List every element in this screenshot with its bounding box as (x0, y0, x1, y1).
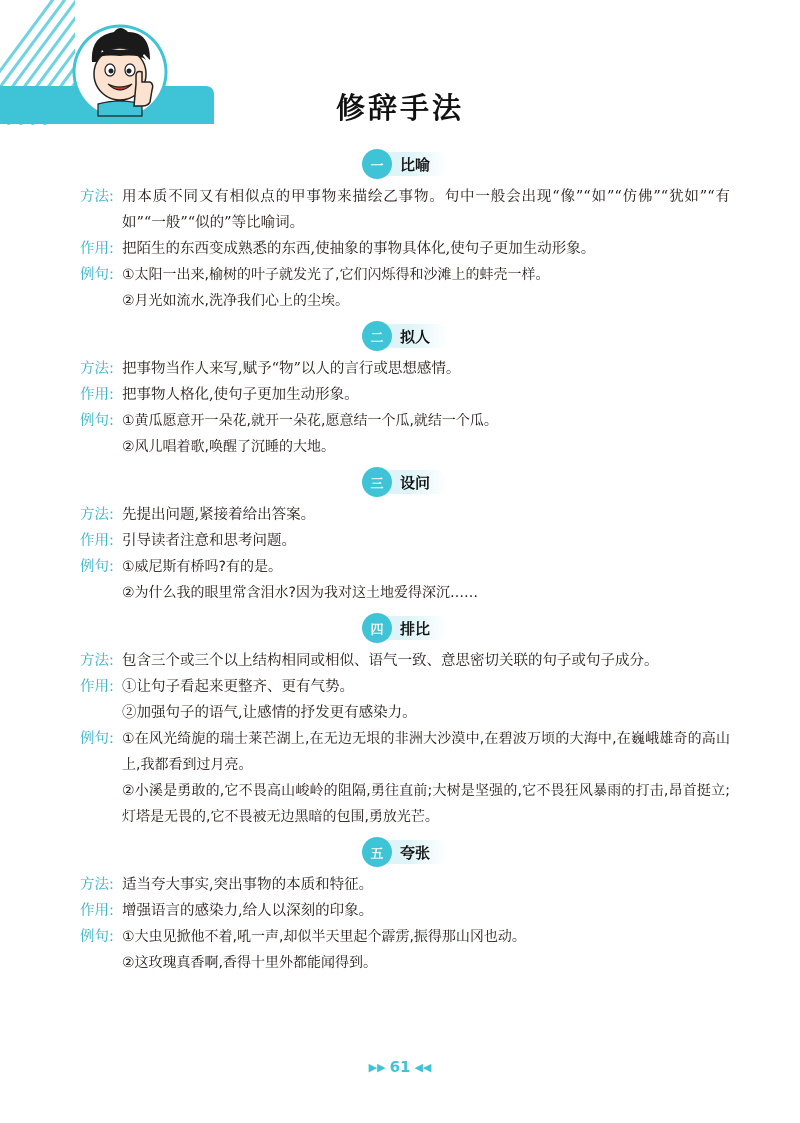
section-title-pill (362, 840, 448, 864)
method-text: 适当夸大事实,突出事物的本质和特征。 (122, 877, 374, 893)
effect-label-text: 作用 (80, 387, 109, 403)
label-colon: : (109, 387, 114, 403)
effect-list (122, 236, 730, 262)
effect-text: ②加强句子的语气,让感情的抒发更有感染力。 (122, 705, 417, 721)
method-label-text: 方法 (80, 189, 109, 205)
method-label (80, 356, 122, 382)
effect-list (122, 382, 730, 408)
effect-text: 把事物人格化,使句子更加生动形象。 (122, 387, 359, 403)
method-row (80, 648, 730, 674)
section-3 (80, 468, 730, 606)
effect-list (122, 898, 730, 924)
method-label (80, 184, 122, 236)
effect-label-text: 作用 (80, 679, 109, 695)
method-label-text: 方法 (80, 653, 109, 669)
example-label (80, 408, 122, 460)
section-header (80, 838, 730, 868)
method-label-text: 方法 (80, 361, 109, 377)
method-label-text: 方法 (80, 507, 109, 523)
method-row (80, 872, 730, 898)
example-list (122, 924, 730, 976)
effect-label (80, 236, 122, 262)
page-title: 修辞手法 (335, 91, 464, 125)
example-sentence: ②为什么我的眼里常含泪水?因为我对这土地爱得深沉…… (122, 585, 478, 601)
example-label (80, 554, 122, 606)
section-header (80, 150, 730, 180)
effect-label-text: 作用 (80, 241, 109, 257)
section-number-badge: 一 (362, 149, 392, 179)
example-sentence: ①黄瓜愿意开一朵花,就开一朵花,愿意结一个瓜,就结一个瓜。 (122, 413, 498, 429)
label-colon: : (109, 361, 114, 377)
content-area (80, 150, 730, 984)
example-row (80, 554, 730, 606)
example-sentence: ①威尼斯有桥吗?有的是。 (122, 559, 282, 575)
effect-list (122, 674, 730, 726)
label-colon: : (109, 679, 114, 695)
section-title: 夸张 (399, 843, 430, 862)
section-title: 拟人 (399, 327, 430, 346)
effect-label (80, 674, 122, 726)
label-colon: : (109, 731, 114, 747)
example-label-text: 例句 (80, 267, 109, 283)
page-number (0, 1058, 800, 1076)
example-list (122, 262, 730, 314)
example-row (80, 408, 730, 460)
label-colon: : (109, 267, 114, 283)
effect-text: 把陌生的东西变成熟悉的东西,使抽象的事物具体化,使句子更加生动形象。 (122, 241, 596, 257)
effect-label-text: 作用 (80, 903, 109, 919)
section-title-pill (362, 152, 448, 176)
section-title: 比喻 (399, 155, 430, 174)
section-number-badge: 三 (362, 467, 392, 497)
effect-label (80, 382, 122, 408)
section-title-pill (362, 470, 448, 494)
example-label (80, 924, 122, 976)
effect-label-text: 作用 (80, 533, 109, 549)
method-label-text: 方法 (80, 877, 109, 893)
section-number-badge: 四 (362, 613, 392, 643)
section-header (80, 322, 730, 352)
section-title: 设问 (399, 473, 430, 492)
example-row (80, 262, 730, 314)
example-label-text: 例句 (80, 929, 109, 945)
example-sentence: ②风儿唱着歌,唤醒了沉睡的大地。 (122, 439, 336, 455)
effect-row (80, 528, 730, 554)
label-colon: : (109, 533, 114, 549)
example-label-text: 例句 (80, 413, 109, 429)
example-sentence: ①大虫见掀他不着,吼一声,却似半天里起个霹雳,振得那山冈也动。 (122, 929, 526, 945)
section-header (80, 614, 730, 644)
effect-row (80, 236, 730, 262)
label-colon: : (109, 413, 114, 429)
section-1 (80, 150, 730, 314)
method-text: 包含三个或三个以上结构相同或相似、语气一致、意思密切关联的句子或句子成分。 (122, 653, 659, 669)
section-number-badge: 二 (362, 321, 392, 351)
page-number-right-arrow-icon: ◀◀ (414, 1060, 432, 1074)
example-list (122, 726, 730, 830)
effect-row (80, 674, 730, 726)
page-number-text: 61 (389, 1058, 411, 1076)
label-colon: : (109, 877, 114, 893)
effect-label (80, 528, 122, 554)
label-colon: : (109, 507, 114, 523)
method-row (80, 184, 730, 236)
example-sentence: ②小溪是勇敢的,它不畏高山峻岭的阻隔,勇往直前;大树是坚强的,它不畏狂风暴雨的打击,昂首挺立;灯塔是无畏的,它不畏被无边黑暗的包围,勇放光芒。 (122, 783, 730, 825)
method-row (80, 356, 730, 382)
example-row (80, 924, 730, 976)
method-row (80, 502, 730, 528)
method-text: 先提出问题,紧接着给出答案。 (122, 507, 316, 523)
section-title-pill (362, 324, 448, 348)
example-row (80, 726, 730, 830)
method-text: 用本质不同又有相似点的甲事物来描绘乙事物。句中一般会出现“像”“如”“仿佛”“犹如”“有如”“一般”“似的”等比喻词。 (122, 189, 730, 231)
label-colon: : (109, 241, 114, 257)
section-title-pill (362, 616, 448, 640)
effect-text: 增强语言的感染力,给人以深刻的印象。 (122, 903, 374, 919)
effect-row (80, 382, 730, 408)
effect-row (80, 898, 730, 924)
example-list (122, 554, 730, 606)
method-label (80, 502, 122, 528)
method-text: 把事物当作人来写,赋予“物”以人的言行或思想感情。 (122, 361, 461, 377)
label-colon: : (109, 653, 114, 669)
example-sentence: ①在风光绮旎的瑞士莱芒湖上,在无边无垠的非洲大沙漠中,在碧波万顷的大海中,在巍峨雄奇的高山上,我都看到过月亮。 (122, 731, 730, 773)
section-number-badge: 五 (362, 837, 392, 867)
example-sentence: ①太阳一出来,榆树的叶子就发光了,它们闪烁得和沙滩上的蚌壳一样。 (122, 267, 550, 283)
section-2 (80, 322, 730, 460)
section-5 (80, 838, 730, 976)
effect-text: ①让句子看起来更整齐、更有气势。 (122, 679, 354, 695)
label-colon: : (109, 559, 114, 575)
label-colon: : (109, 929, 114, 945)
effect-list (122, 528, 730, 554)
label-colon: : (109, 189, 114, 205)
example-label-text: 例句 (80, 559, 109, 575)
example-list (122, 408, 730, 460)
section-title: 排比 (399, 619, 430, 638)
method-label (80, 872, 122, 898)
section-4 (80, 614, 730, 830)
section-header (80, 468, 730, 498)
example-sentence: ②这玫瑰真香啊,香得十里外都能闻得到。 (122, 955, 377, 971)
effect-text: 引导读者注意和思考问题。 (122, 533, 296, 549)
method-label (80, 648, 122, 674)
label-colon: : (109, 903, 114, 919)
page-number-left-arrow-icon: ▶▶ (368, 1060, 386, 1074)
effect-label (80, 898, 122, 924)
example-sentence: ②月光如流水,洗净我们心上的尘埃。 (122, 293, 350, 309)
example-label (80, 262, 122, 314)
example-label (80, 726, 122, 830)
example-label-text: 例句 (80, 731, 109, 747)
